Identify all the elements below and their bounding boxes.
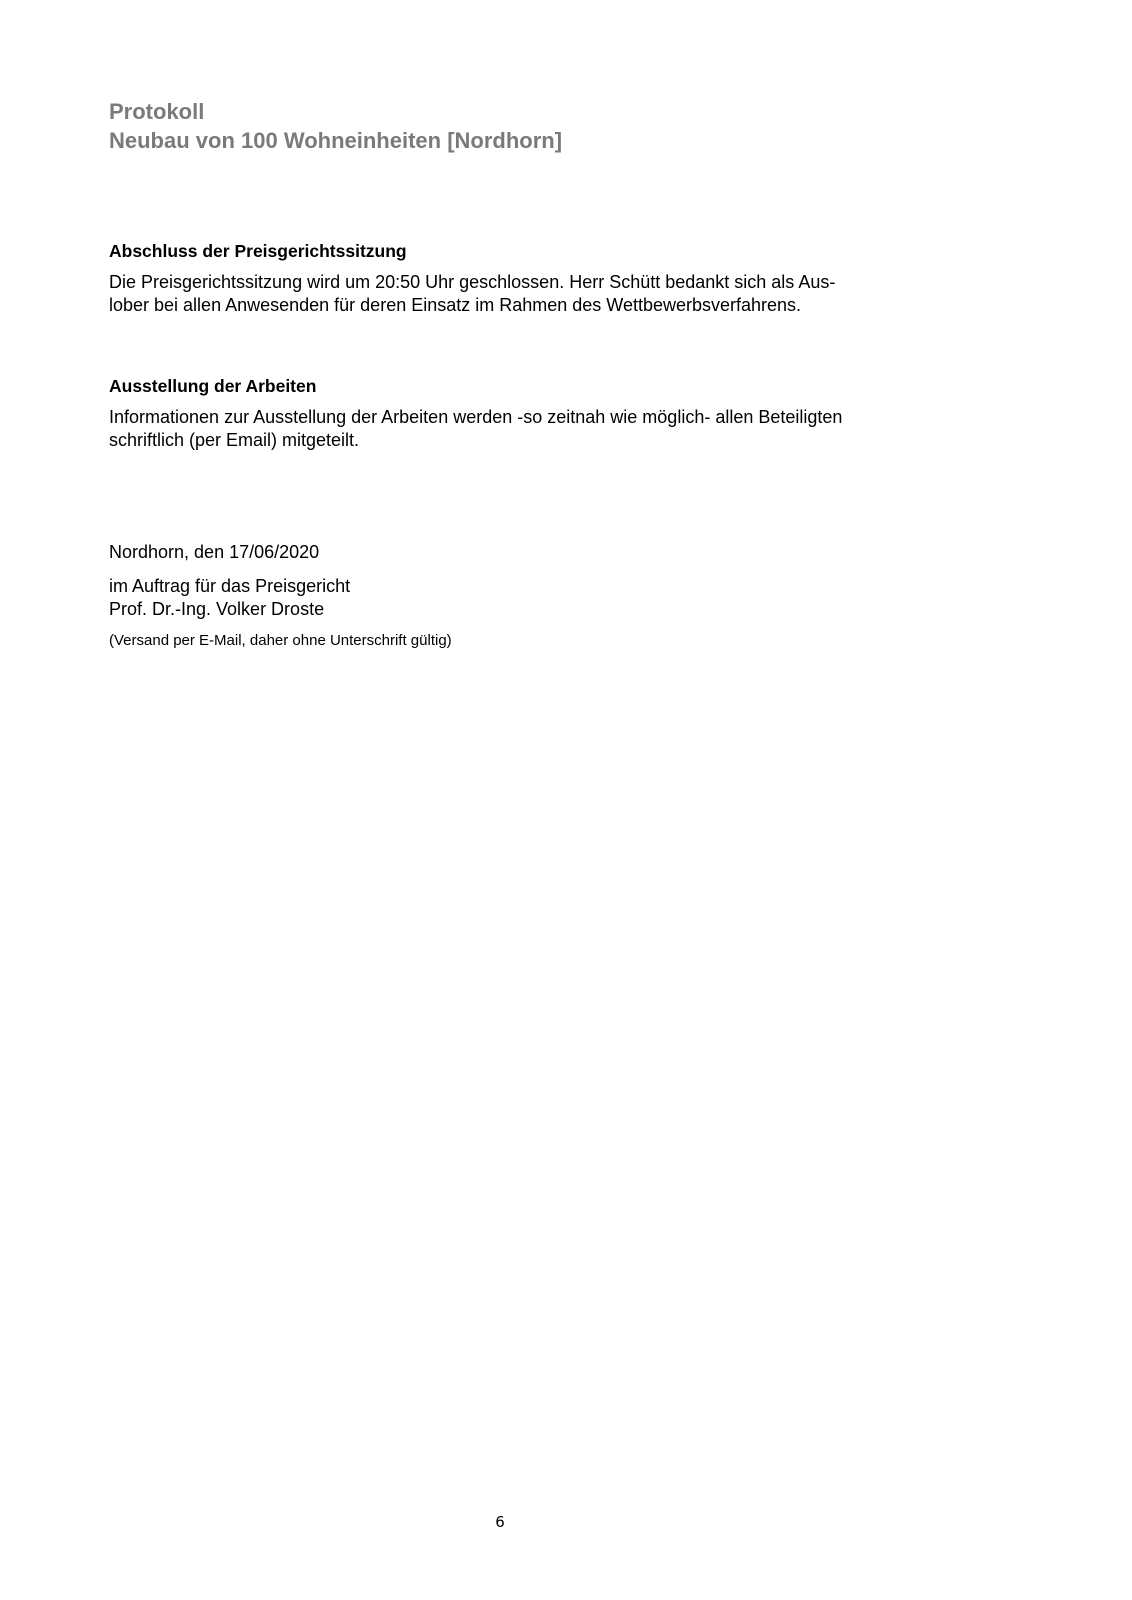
signature-note: (Versand per E-Mail, daher ohne Unterschrift gültig) bbox=[109, 632, 452, 649]
body-line: Die Preisgerichtssitzung wird um 20:50 Uhr geschlossen. Herr Schütt bedankt sich als Aus- bbox=[109, 272, 836, 292]
document-type-title: Protokoll bbox=[109, 99, 205, 124]
section-heading: Abschluss der Preisgerichtssitzung bbox=[109, 241, 407, 261]
closing-block bbox=[109, 541, 452, 650]
body-line: lober bei allen Anwesenden für deren Einsatz im Rahmen des Wettbewerbsverfahrens. bbox=[109, 295, 802, 315]
body-line: schriftlich (per Email) mitgeteilt. bbox=[109, 430, 360, 450]
section-exhibition bbox=[109, 375, 909, 452]
section-heading: Ausstellung der Arbeiten bbox=[109, 376, 317, 396]
section-body bbox=[109, 271, 909, 317]
body-line: Informationen zur Ausstellung der Arbeiten werden -so zeitnah wie möglich- allen Beteiligten bbox=[109, 407, 843, 427]
project-title: Neubau von 100 Wohneinheiten [Nordhorn] bbox=[109, 128, 563, 153]
page-number: 6 bbox=[495, 1513, 505, 1531]
document-header bbox=[109, 97, 562, 155]
section-body bbox=[109, 406, 909, 452]
section-session-closing bbox=[109, 240, 909, 317]
place-and-date: Nordhorn, den 17/06/2020 bbox=[109, 542, 320, 562]
signatory-name: Prof. Dr.-Ing. Volker Droste bbox=[109, 599, 325, 619]
on-behalf-line: im Auftrag für das Preisgericht bbox=[109, 576, 351, 596]
